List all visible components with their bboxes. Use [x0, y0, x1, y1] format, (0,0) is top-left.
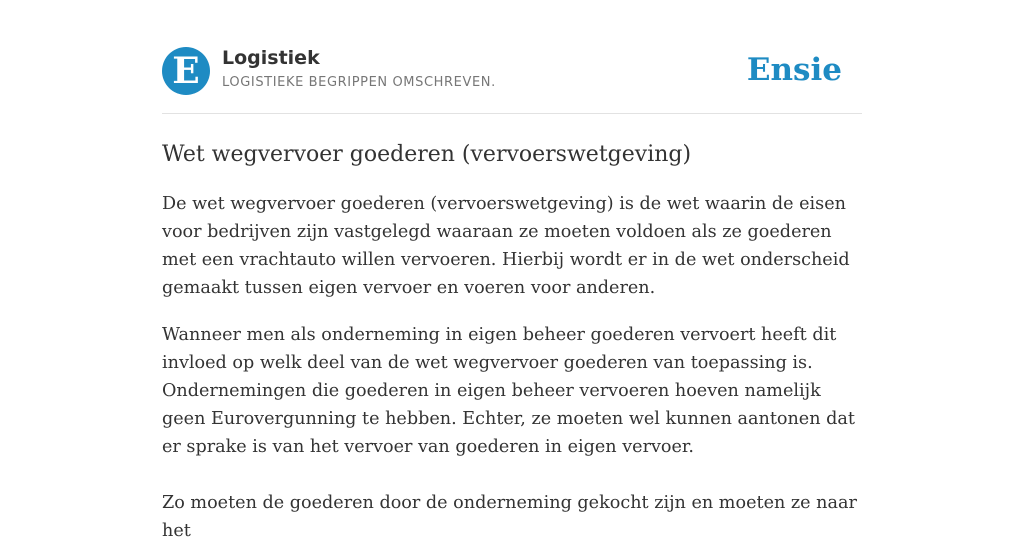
brand-link[interactable]: Ensie [746, 52, 842, 88]
article-paragraph: Wanneer men als onderneming in eigen beheer goederen vervoert heeft dit invloed op welk deel van de wet wegvervoer goederen van toepassing is. Ondernemingen die goederen in eigen beheer vervoeren hoeven namelijk geen Eurovergunning te hebben. Echter, ze moeten wel kunnen aantonen dat er sprake is van het vervoer van goederen in eigen vervoer. [162, 325, 855, 457]
page-container [162, 0, 862, 545]
article-title: Wet wegvervoer goederen (vervoerswetgeving) [162, 142, 692, 167]
article-paragraph: Zo moeten de goederen door de onderneming gekocht zijn en moeten ze naar het [162, 493, 857, 541]
site-subtitle: LOGISTIEKE BEGRIPPEN OMSCHREVEN. [222, 75, 496, 90]
article-paragraph: De wet wegvervoer goederen (vervoerswetgeving) is de wet waarin de eisen voor bedrijven zijn vastgelegd waaraan ze moeten voldoen als ze goederen met een vrachtauto willen vervoeren. Hierbij wordt er in de wet onderscheid gemaakt tussen eigen vervoer en voeren voor anderen. [162, 194, 850, 298]
ensie-logo-icon[interactable]: E [162, 47, 210, 95]
site-title[interactable]: Logistiek [222, 47, 320, 69]
site-header [162, 0, 862, 114]
